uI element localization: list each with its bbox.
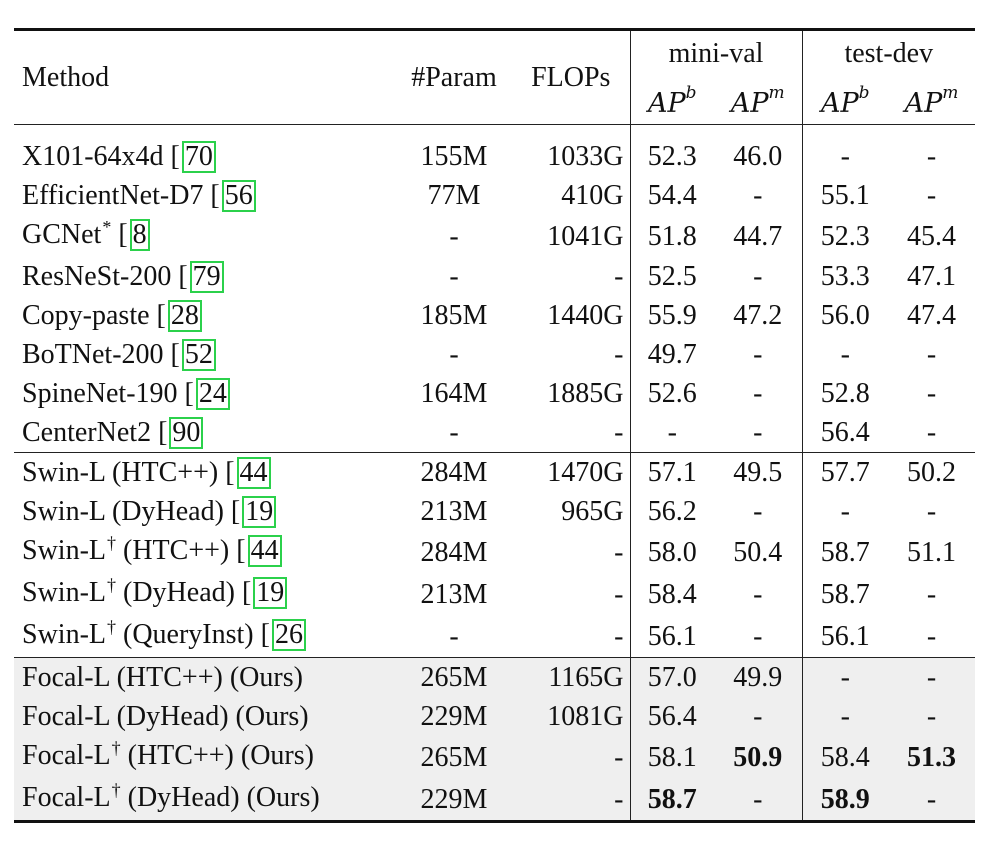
table-row [14,573,975,615]
testdev-apb-cell: - [802,125,888,177]
minival-apb-cell: 57.0 [630,658,714,698]
table-row [14,176,975,215]
minival-apb-cell: 56.4 [630,697,714,736]
minival-apb-cell: 58.1 [630,736,714,778]
method-name: ResNeSt-200 [22,261,172,292]
results-table-container [14,28,975,823]
param-cell: 213M [420,578,488,610]
method-cell: Swin-L† (QueryInst) [ 26 [14,615,396,658]
citation-link[interactable]: 44 [248,535,282,567]
testdev-apb-cell: 57.7 [802,453,888,493]
flops-cell: 1440G [547,300,624,331]
minival-apb-cell: 58.0 [630,531,714,573]
testdev-apb-cell: - [802,697,888,736]
testdev-apm-cell: - [926,339,937,370]
header-ap-label: AP [730,88,769,119]
results-table [14,28,975,823]
testdev-apm-cell: - [926,620,937,652]
method-variant: (DyHead) (Ours) [120,782,320,813]
header-ap-label: AP [904,88,943,119]
method-name: Copy-paste [22,300,150,331]
table-row [14,658,975,698]
star-mark: * [102,217,112,237]
testdev-apb-cell: 52.8 [802,374,888,413]
method-cell: ResNeSt-200 [ 79 [14,257,396,296]
table-row [14,257,975,296]
table-row [14,215,975,257]
method-cell: EfficientNet-D7 [ 56 [14,176,396,215]
flops-cell: 1041G [547,220,624,252]
method-name: X101-64x4d [22,141,164,172]
table-row [14,531,975,573]
header-ap-label: AP [820,88,859,119]
header-sup: m [942,83,959,103]
minival-apb-cell: 52.5 [630,257,714,296]
citation-link[interactable]: 19 [242,496,276,528]
minival-apm-cell: 50.9 [714,736,802,778]
minival-apm-cell: - [753,417,763,448]
flops-cell: - [614,339,624,370]
minival-apm-cell: - [753,261,763,292]
testdev-apb-cell: - [802,335,888,374]
dagger-mark: † [111,780,121,800]
citation-link[interactable]: 24 [196,378,230,410]
method-name: Focal-L [22,740,111,771]
method-cell: BoTNet-200 [ 52 [14,335,396,374]
minival-apm-cell: - [753,180,763,211]
method-name: Swin-L (DyHead) [22,496,224,527]
flops-cell: - [614,620,624,652]
method-cell: SpineNet-190 [ 24 [14,374,396,413]
table-row [14,335,975,374]
method-cell: CenterNet2 [ 90 [14,413,396,453]
header-mini-val: mini-val [630,30,802,78]
flops-cell: - [614,536,624,568]
citation-link[interactable]: 44 [237,457,271,489]
table-row [14,615,975,658]
param-cell: - [449,417,459,448]
method-name: GCNet [22,219,102,250]
method-name: Swin-L [22,577,106,608]
minival-apb-cell: 51.8 [630,215,714,257]
method-name: Swin-L [22,619,106,650]
flops-cell: - [614,417,624,448]
param-cell: 185M [420,300,488,331]
testdev-apm-cell: - [926,496,937,527]
testdev-apm-cell: 47.1 [907,261,956,292]
citation-link[interactable]: 56 [222,180,256,212]
method-variant: (QueryInst) [116,619,254,650]
minival-apm-cell: 46.0 [714,125,802,177]
param-cell: 164M [420,378,488,409]
table-row [14,736,975,778]
citation-link[interactable]: 19 [253,577,287,609]
testdev-apb-cell: 52.3 [802,215,888,257]
testdev-apm-cell: 51.3 [888,736,975,778]
minival-apm-cell: - [753,578,763,610]
method-name: SpineNet-190 [22,378,178,409]
minival-apm-cell: 49.9 [714,658,802,698]
method-cell [14,658,396,698]
method-name: Focal-L [22,782,111,813]
citation-link[interactable]: 90 [169,417,203,449]
param-cell: 265M [396,658,512,698]
header-flops: FLOPs [512,30,630,125]
testdev-apb-cell: 58.9 [802,778,888,822]
minival-apb-cell: 52.3 [630,125,714,177]
param-cell: 265M [396,736,512,778]
testdev-apb-cell: 58.7 [802,531,888,573]
table-row [14,778,975,822]
flops-cell: 1081G [512,697,630,736]
param-cell: 284M [420,536,488,568]
minival-apb-cell: - [630,413,714,453]
method-name: BoTNet-200 [22,339,164,370]
testdev-apb-cell: 56.1 [802,615,888,658]
minival-apm-cell: - [714,697,802,736]
method-cell: Swin-L (DyHead) [ 19 [14,492,396,531]
minival-apb-cell: 56.2 [630,492,714,531]
minival-apm-cell: - [753,378,763,409]
testdev-apm-cell: 51.1 [907,536,956,568]
header-mini-val-ap-mask [714,77,802,125]
testdev-apb-cell: 58.4 [802,736,888,778]
minival-apm-cell: - [753,620,763,652]
param-cell: - [449,339,459,370]
minival-apb-cell: 52.6 [630,374,714,413]
testdev-apm-cell: - [888,125,975,177]
method-cell: Swin-L (HTC++) [ 44 [14,453,396,493]
header-test-dev: test-dev [802,30,975,78]
testdev-apm-cell: - [888,658,975,698]
testdev-apb-cell: 58.7 [802,573,888,615]
flops-cell: - [512,736,630,778]
minival-apb-cell: 49.7 [630,335,714,374]
citation-link[interactable]: 70 [182,141,216,173]
table-row [14,697,975,736]
header-test-dev-ap-box [802,77,888,125]
method-name: Swin-L (HTC++) [22,457,219,488]
method-cell: Copy-paste [ 28 [14,296,396,335]
header-test-dev-ap-mask [888,77,975,125]
minival-apb-cell: 55.9 [630,296,714,335]
header-sup: m [768,83,785,103]
method-cell [14,697,396,736]
header-param: #Param [396,30,512,125]
method-cell: Swin-L† (DyHead) [ 19 [14,573,396,615]
testdev-apm-cell: - [926,578,937,610]
dagger-mark: † [111,738,121,758]
method-cell: GCNet* [ 8 [14,215,396,257]
flops-cell: 1033G [512,125,630,177]
method-name: Focal-L (HTC++) (Ours) [22,662,303,693]
flops-cell: 1470G [512,453,630,493]
minival-apm-cell: 44.7 [733,220,783,252]
testdev-apb-cell: 56.0 [802,296,888,335]
table-row [14,413,975,453]
table-row [14,492,975,531]
dagger-mark: † [107,617,116,637]
method-name: EfficientNet-D7 [22,180,204,211]
minival-apb-cell: 54.4 [630,176,714,215]
method-cell [14,736,396,778]
testdev-apb-cell: - [802,658,888,698]
minival-apb-cell: 56.1 [630,615,714,658]
header-method: Method [14,30,396,125]
table-row [14,374,975,413]
param-cell: 284M [396,453,512,493]
dagger-mark: † [107,575,116,595]
param-cell: 155M [396,125,512,177]
table-row [14,296,975,335]
param-cell: 229M [396,778,512,822]
method-cell [14,778,396,822]
testdev-apm-cell: 47.4 [907,300,956,331]
testdev-apb-cell: 55.1 [802,176,888,215]
testdev-apb-cell: 56.4 [802,413,888,453]
header-sup: b [685,83,697,103]
testdev-apm-cell: - [926,378,937,409]
minival-apm-cell: - [714,778,802,822]
minival-apm-cell: - [753,496,763,527]
method-name: Swin-L [22,535,106,566]
method-cell: Swin-L† (HTC++) [ 44 [14,531,396,573]
citation-link[interactable]: 79 [190,261,224,293]
param-cell: 229M [396,697,512,736]
method-cell: X101-64x4d [ 70 [14,125,396,177]
citation-link[interactable]: 8 [130,219,150,251]
header-ap-label: AP [647,88,686,119]
param-cell: - [449,620,459,652]
flops-cell: - [614,261,624,292]
testdev-apb-cell: - [802,492,888,531]
citation-link[interactable]: 26 [272,619,306,651]
table-row [14,453,975,493]
method-variant: (HTC++) (Ours) [120,740,314,771]
minival-apm-cell: 47.2 [733,300,783,331]
minival-apb-cell: 58.7 [630,778,714,822]
citation-link[interactable]: 28 [168,300,202,332]
group-baselines [14,125,975,453]
header-sup: b [858,83,870,103]
dagger-mark: † [107,533,116,553]
method-name: CenterNet2 [22,417,152,448]
testdev-apm-cell: 50.2 [888,453,975,493]
testdev-apb-cell: 53.3 [802,257,888,296]
param-cell: - [449,261,459,292]
testdev-apm-cell: - [888,778,975,822]
testdev-apm-cell: - [888,697,975,736]
flops-cell: 1885G [547,378,624,409]
param-cell: 213M [420,496,488,527]
flops-cell: 1165G [512,658,630,698]
minival-apm-cell: 49.5 [714,453,802,493]
minival-apb-cell: 58.4 [630,573,714,615]
param-cell: - [449,220,459,252]
minival-apm-cell: - [753,339,763,370]
param-cell: 77M [427,180,481,211]
flops-cell: 410G [561,180,624,211]
citation-link[interactable]: 52 [182,339,216,371]
testdev-apm-cell: - [926,417,937,448]
minival-apb-cell: 57.1 [630,453,714,493]
group-swin [14,453,975,658]
testdev-apm-cell: 45.4 [907,220,956,252]
method-name: Focal-L (DyHead) (Ours) [22,701,309,732]
method-variant: (HTC++) [116,535,230,566]
header-mini-val-ap-box [630,77,714,125]
flops-cell: 965G [561,496,624,527]
group-ours [14,658,975,822]
table-header [14,30,975,125]
flops-cell: - [512,778,630,822]
table-row [14,125,975,177]
testdev-apm-cell: - [926,180,937,211]
minival-apm-cell: 50.4 [733,536,783,568]
method-variant: (DyHead) [116,577,235,608]
flops-cell: - [614,578,624,610]
